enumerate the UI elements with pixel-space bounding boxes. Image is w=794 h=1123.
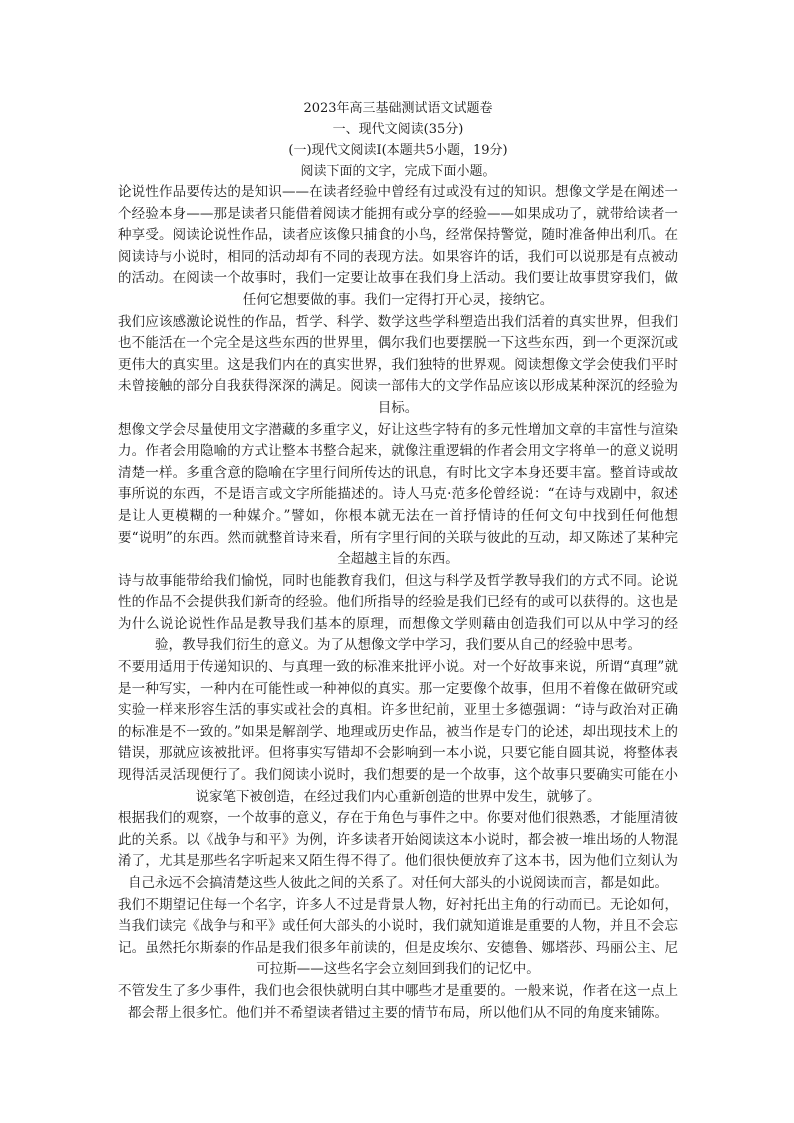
- passage-paragraph-6: 根据我们的观察，一个故事的意义，存在于角色与事件之中。你要对他们很熟悉，才能厘清彼此的关系。以《战争与和平》为例，许多读者开始阅读这本小说时，都会被一堆出场的人物混淆了，尤其是那些名字听起来又陌生得不得了。他们很快便放弃了这本书，因为他们立刻认为自己永远不会搞清楚这些人彼此之间的关系了。对任何大部头的小说阅读而言，都是如此。: [118, 810, 678, 891]
- exam-title: 2023年高三基础测试语文试题卷: [303, 101, 493, 116]
- exam-page: [118, 98, 678, 1024]
- passage-paragraph-8: 不管发生了多少事件，我们也会很快就明白其中哪些才是重要的。一般来说，作者在这一点上都会帮上很多忙。他们并不希望读者错过主要的情节布局，所以他们从不同的角度来铺陈。: [118, 982, 678, 1021]
- section-heading: 一、现代文阅读(35分): [332, 122, 464, 137]
- passage-paragraph-3: 想像文学会尽量使用文字潜藏的多重字义，好让这些字特有的多元性增加文章的丰富性与渲染力。作者会用隐喻的方式让整本书整合起来，就像注重逻辑的作者会用文字将单一的意义说明清楚一样。多重含意的隐喻在字里行间所传达的讯息，有时比文字本身还要丰富。整首诗或故事所说的东西，不是语言或文字所能描述的。诗人马克·范多伦曾经说：“在诗与戏剧中，叙述是让人更模糊的一种媒介。”譬如，你根本就无法在一首抒情诗的任何文句中找到任何他想要“说明”的东西。然而就整首诗来看，所有字里行间的关联与彼此的互动，却又陈述了某种完全超越主旨的东西。: [118, 421, 678, 568]
- passage-paragraph-5: 不要用适用于传递知识的、与真理一致的标准来批评小说。对一个好故事来说，所谓“真理”就是一种写实，一种内在可能性或一种神似的真实。那一定要像个故事，但用不着像在做研究或实验一样来形容生活的事实或社会的真相。许多世纪前，亚里士多德强调：“诗与政治对正确的标准是不一致的。”如果是解剖学、地理或历史作品，被当作是专门的论述，却出现技术上的错误，那就应该被批评。但将事实写错却不会影响到一本小说，只要它能自圆其说，将整体表现得活灵活现便行了。我们阅读小说时，我们想要的是一个故事，这个故事只要确实可能在小说家笔下被创造，在经过我们内心重新创造的世界中发生，就够了。: [118, 659, 678, 805]
- passage-paragraph-1: 论说性作品要传达的是知识——在读者经验中曾经有过或没有过的知识。想像文学是在阐述一个经验本身——那是读者只能借着阅读才能拥有或分享的经验——如果成功了，就带给读者一种享受。阅读论说性作品，读者应该像只捕食的小鸟，经常保持警觉，随时准备伸出利爪。在阅读诗与小说时，相同的活动却有不同的表现方法。如果容许的话，我们可以说那是有点被动的活动。在阅读一个故事时，我们一定要让故事在我们身上活动。我们要让故事贯穿我们，做任何它想要做的事。我们一定得打开心灵，接纳它。: [118, 184, 678, 308]
- reading-instruction: 阅读下面的文字，完成下面小题。: [300, 164, 496, 179]
- passage-paragraph-2: 我们应该感激论说性的作品，哲学、科学、数学这些学科塑造出我们活着的真实世界，但我们也不能活在一个完全是这些东西的世界里，偶尔我们也要摆脱一下这些东西，到一个更深沉或更伟大的真实里。这是我们内在的真实世界，我们独特的世界观。阅读想像文学会使我们平时未曾接触的部分自我获得深深的满足。阅读一部伟大的文学作品应该以形成某种深沉的经验为目标。: [118, 313, 678, 416]
- passage-paragraph-7: 我们不期望记住每一个名字，许多人不过是背景人物，好衬托出主角的行动而已。无论如何，当我们读完《战争与和平》或任何大部头的小说时，我们就知道谁是重要的人物，并且不会忘记。虽然托尔斯泰的作品是我们很多年前读的，但是皮埃尔、安德鲁、娜塔莎、玛丽公主、尼可拉斯——这些名字会立刻回到我们的记忆中。: [118, 896, 678, 978]
- subsection-heading: (一)现代文阅读Ⅰ(本题共5小题，19分): [288, 143, 508, 158]
- passage-paragraph-4: 诗与故事能带给我们愉悦，同时也能教育我们，但这与科学及哲学教导我们的方式不同。论说性的作品不会提供我们新奇的经验。他们所指导的经验是我们已经有的或可以获得的。这也是为什么说论说性作品是教导我们基本的原理，而想像文学则藉由创造我们可以从中学习的经验，教导我们衍生的意义。为了从想像文学中学习，我们要从自己的经验中思考。: [118, 572, 678, 654]
